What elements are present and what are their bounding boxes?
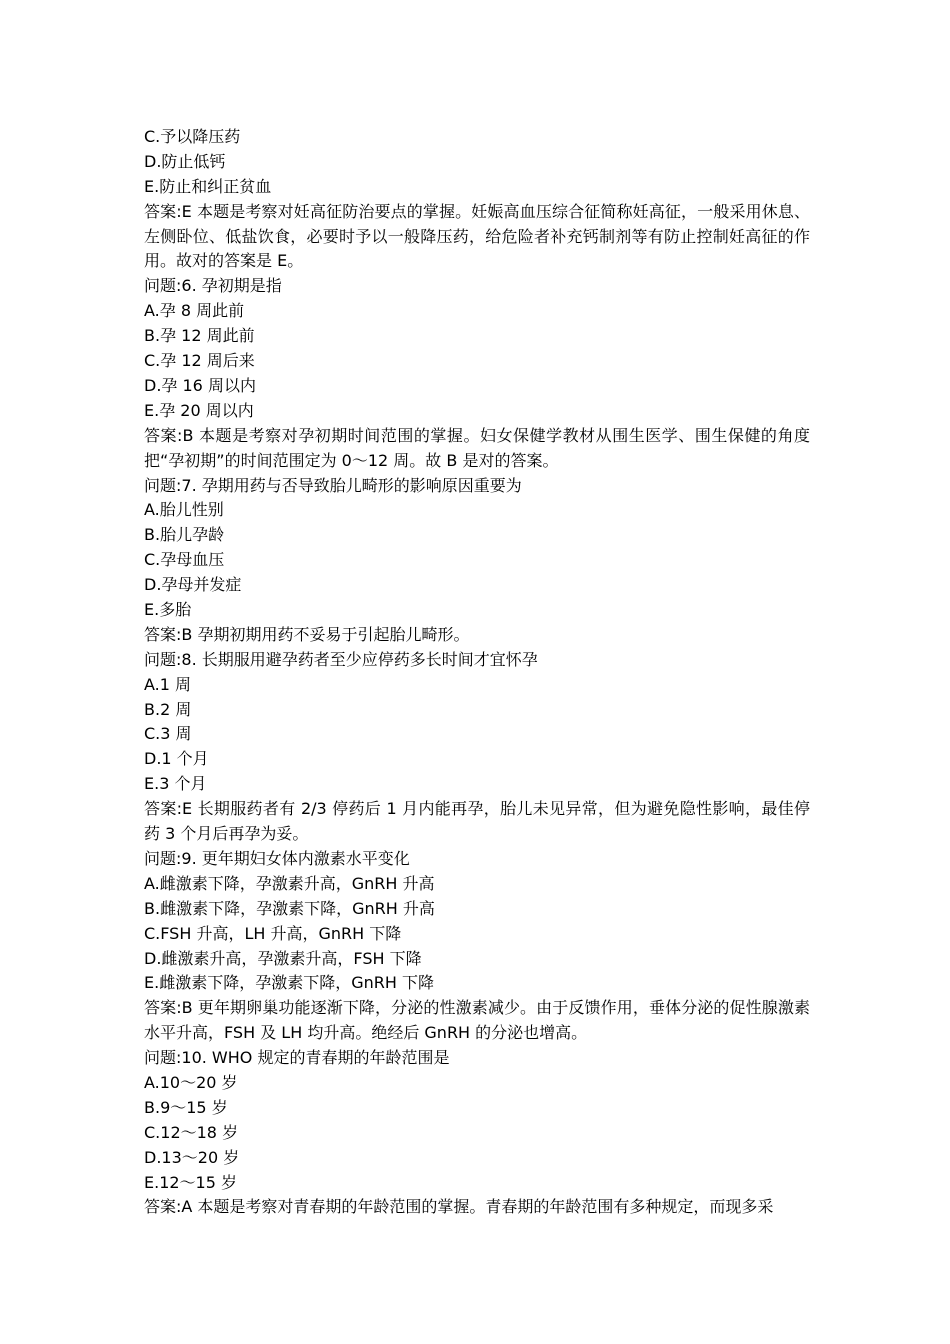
option-line: A.10～20 岁 — [144, 1073, 238, 1092]
option-line: D.13～20 岁 — [144, 1147, 240, 1167]
option-line: A.1 周 — [144, 674, 192, 694]
answer-paragraph: 答案:B 孕期初期用药不妥易于引起胎儿畸形。 — [144, 624, 470, 644]
option-line: D.防止低钙 — [144, 151, 226, 171]
answer-paragraph: 答案:B 更年期卵巢功能逐渐下降，分泌的性激素减少。由于反馈作用，垂体分泌的促性腺激素水平升高，FSH 及 LH 均升高。绝经后 GnRH 的分泌也增高。 — [144, 998, 810, 1043]
option-line: E.防止和纠正贫血 — [144, 176, 272, 196]
option-line: B.9～15 岁 — [144, 1097, 228, 1117]
option-line: C.孕母血压 — [144, 550, 225, 570]
option-line: C.予以降压药 — [144, 127, 241, 146]
option-line: A.孕 8 周此前 — [144, 301, 245, 321]
answer-paragraph: 答案:A 本题是考察对青春期的年龄范围的掌握。青春期的年龄范围有多种规定，而现多采 — [144, 1197, 774, 1217]
option-line: D.雌激素升高，孕激素升高，FSH 下降 — [144, 948, 422, 968]
option-line: B.胎儿孕龄 — [144, 525, 225, 545]
question-line: 问题:7. 孕期用药与否导致胎儿畸形的影响原因重要为 — [144, 475, 522, 495]
option-line: E.3 个月 — [144, 774, 207, 794]
option-line: C.FSH 升高，LH 升高，GnRH 下降 — [144, 923, 402, 943]
option-line: E.孕 20 周以内 — [144, 400, 254, 420]
option-line: B.雌激素下降，孕激素下降，GnRH 升高 — [144, 898, 435, 918]
option-line: C.3 周 — [144, 724, 192, 744]
option-line: C.12～18 岁 — [144, 1122, 239, 1142]
answer-paragraph: 答案:B 本题是考察对孕初期时间范围的掌握。妇女保健学教材从围生医学、围生保健的角度把“孕初期”的时间范围定为 0～12 周。故 B 是对的答案。 — [144, 425, 810, 470]
option-line: E.雌激素下降，孕激素下降，GnRH 下降 — [144, 973, 434, 993]
option-line: D.孕 16 周以内 — [144, 375, 256, 395]
option-line: A.雌激素下降，孕激素升高，GnRH 升高 — [144, 873, 435, 893]
option-line: D.1 个月 — [144, 749, 209, 769]
option-line: A.胎儿性别 — [144, 500, 224, 520]
option-line: B.2 周 — [144, 699, 192, 719]
option-line: B.孕 12 周此前 — [144, 326, 255, 346]
option-line: E.12～15 岁 — [144, 1172, 238, 1192]
question-line: 问题:9. 更年期妇女体内激素水平变化 — [144, 848, 410, 868]
option-line: D.孕母并发症 — [144, 575, 242, 595]
option-line: C.孕 12 周后来 — [144, 351, 255, 371]
question-line: 问题:10. WHO 规定的青春期的年龄范围是 — [144, 1048, 450, 1068]
question-line: 问题:6. 孕初期是指 — [144, 276, 282, 296]
question-line: 问题:8. 长期服用避孕药者至少应停药多长时间才宜怀孕 — [144, 649, 538, 669]
document-body — [144, 125, 810, 1220]
option-line: E.多胎 — [144, 600, 192, 619]
answer-paragraph: 答案:E 长期服药者有 2/3 停药后 1 月内能再孕，胎儿未见异常，但为避免隐性影响，最佳停药 3 个月后再孕为妥。 — [144, 799, 810, 844]
answer-paragraph: 答案:E 本题是考察对妊高征防治要点的掌握。妊娠高血压综合征简称妊高征，一般采用休息、左侧卧位、低盐饮食，必要时予以一般降压药，给危险者补充钙制剂等有防止控制妊高征的作用。故对的答案是 E。 — [144, 201, 810, 271]
